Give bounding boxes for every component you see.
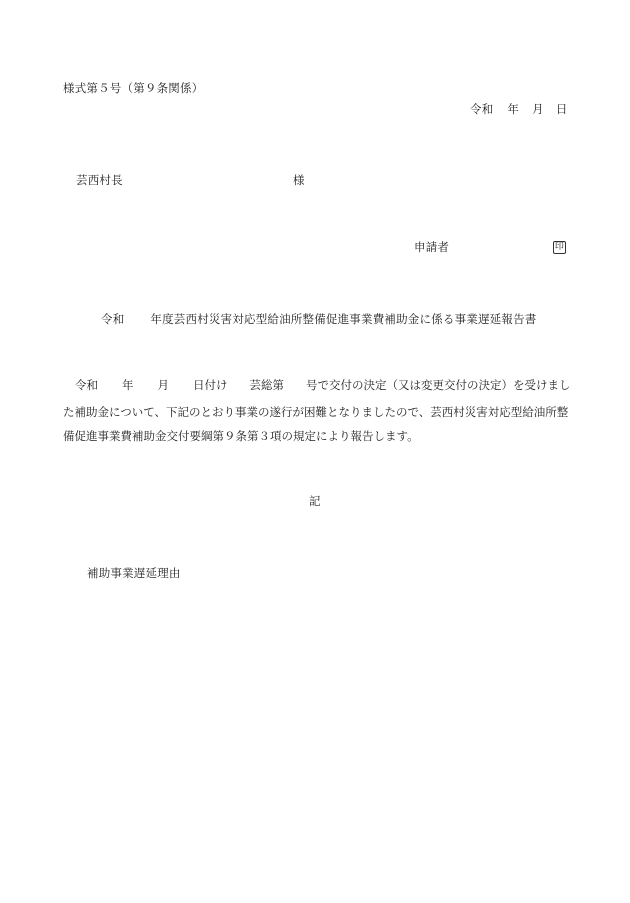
body-ref-prefix: 芸総第 bbox=[249, 378, 284, 392]
body-line-1 bbox=[63, 380, 571, 392]
date-line bbox=[470, 104, 568, 116]
body-line-2: た補助金について、下記のとおり事業の遂行が困難となりましたので、芸西村災害対応型給油所整 bbox=[63, 405, 569, 419]
applicant-label: 申請者 bbox=[414, 240, 450, 254]
report-title bbox=[101, 314, 537, 326]
date-year: 年 bbox=[507, 102, 520, 116]
date-month: 月 bbox=[532, 102, 544, 116]
reason-label: 補助事業遅延理由 bbox=[87, 566, 181, 580]
note-heading: 記 bbox=[309, 494, 321, 508]
body-year: 年 bbox=[122, 378, 134, 392]
addressee-honorific: 様 bbox=[293, 173, 305, 187]
body-era: 令和 bbox=[75, 378, 98, 392]
body-line1-rest: 号で交付の決定（又は変更交付の決定）を受けまし bbox=[306, 378, 571, 392]
date-day: 日 bbox=[555, 102, 568, 116]
body-day: 日付け bbox=[193, 378, 228, 392]
seal-icon: 印 bbox=[554, 242, 565, 252]
title-text: 年度芸西村災害対応型給油所整備促進事業費補助金に係る事業遅延報告書 bbox=[150, 312, 537, 326]
body-line-3: 備促進事業費補助金交付要綱第９条第３項の規定により報告します。 bbox=[63, 429, 419, 443]
date-era: 令和 bbox=[470, 102, 494, 116]
addressee-name: 芸西村長 bbox=[76, 173, 123, 187]
title-era: 令和 bbox=[101, 312, 125, 326]
form-number: 様式第５号（第９条関係） bbox=[63, 81, 204, 95]
body-month: 月 bbox=[157, 378, 169, 392]
